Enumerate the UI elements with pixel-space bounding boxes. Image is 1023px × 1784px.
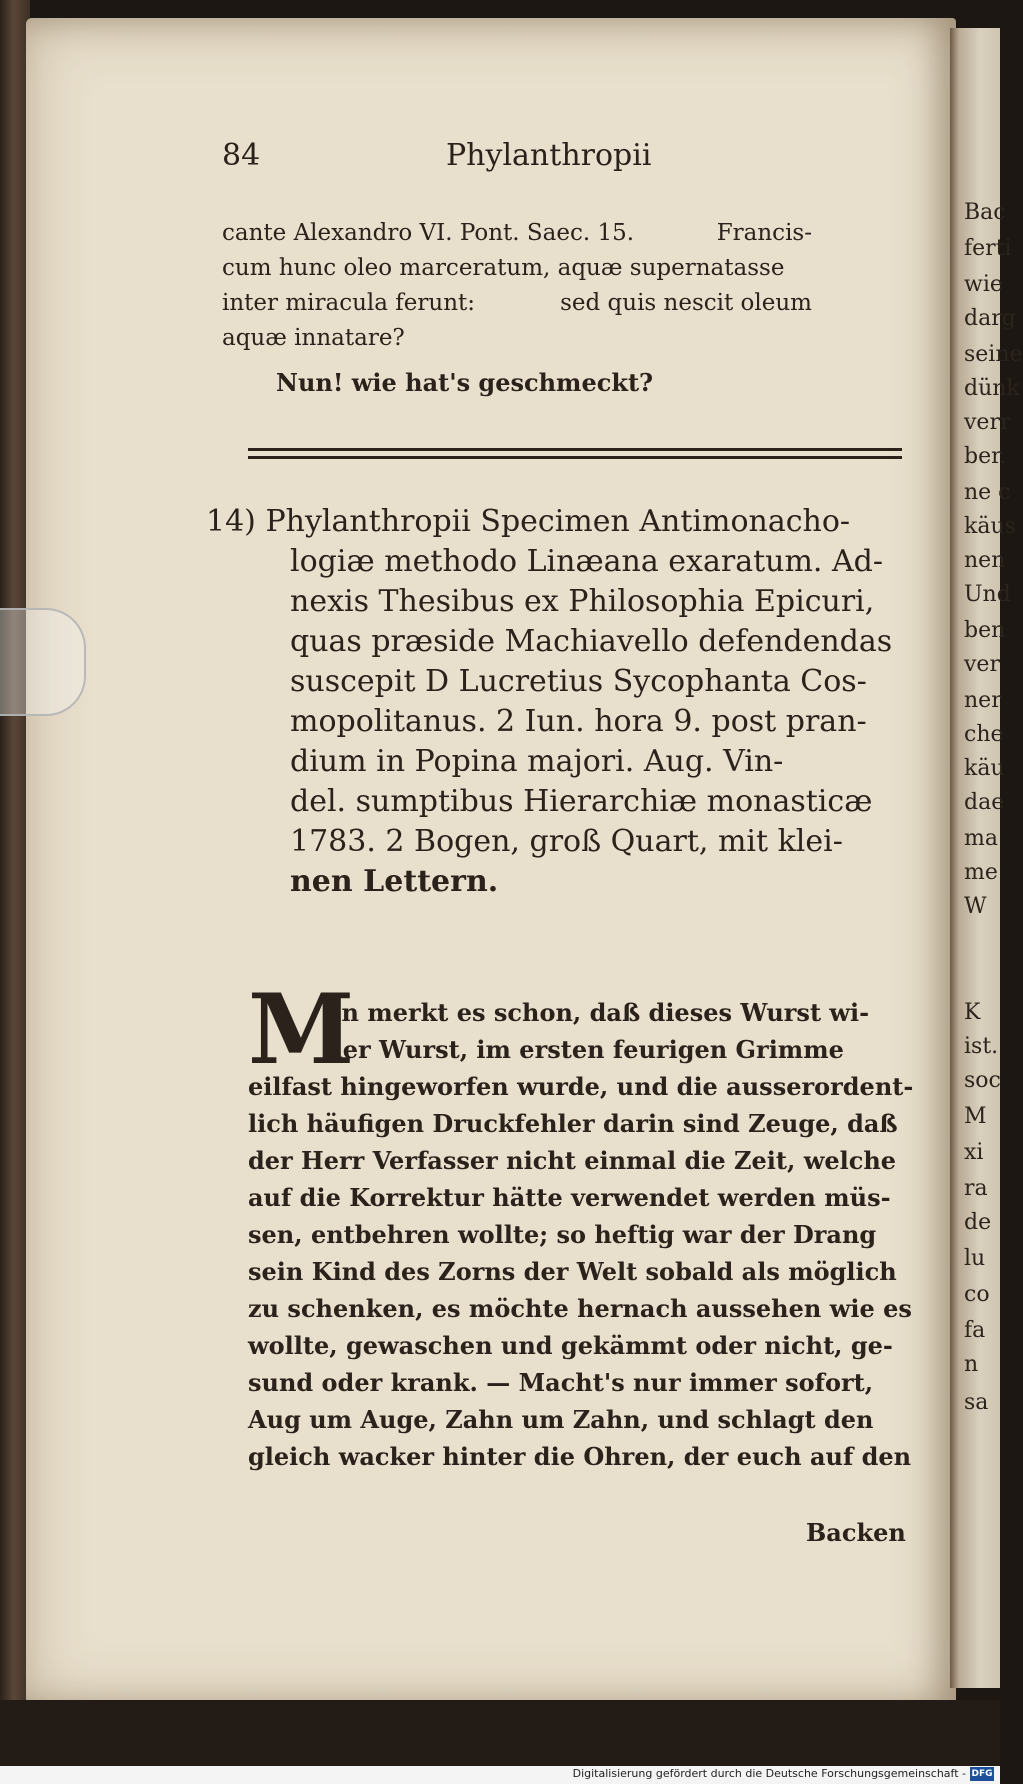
text-segment: aquæ innatare? xyxy=(222,325,405,351)
body-line: wollte, gewaschen und gekämmt oder nicht, ge- xyxy=(248,1331,893,1360)
body-line: der Herr Verfasser nicht einmal die Zeit, welche xyxy=(248,1146,897,1175)
body-line: zu schenken, es möchte hernach aussehen wie es xyxy=(248,1294,912,1323)
facing-page-fragment: nen xyxy=(964,548,1006,573)
body-line: der Wurst, im ersten feurigen Grimme xyxy=(326,1035,844,1064)
body-line: sund oder krank. — Macht's nur immer sofort, xyxy=(248,1368,874,1397)
facing-page-fragment: xi xyxy=(964,1140,984,1165)
facing-page-fragment: ist. xyxy=(964,1034,999,1059)
facing-page-fragment: ner xyxy=(964,688,1002,713)
book-page xyxy=(26,18,956,1708)
facing-page-fragment: soc xyxy=(964,1068,1001,1093)
facing-page-fragment: Bac xyxy=(964,200,1006,225)
facing-page-fragment: seine xyxy=(964,342,1023,367)
facing-page-fragment: darg xyxy=(964,306,1016,331)
body-line: sein Kind des Zorns der Welt sobald als möglich xyxy=(248,1257,897,1286)
facing-page-fragment: wie xyxy=(964,272,1003,297)
text-segment: Francis- xyxy=(716,220,812,246)
facing-page-fragment: lu xyxy=(964,1246,986,1271)
facing-page-fragment: che xyxy=(964,722,1004,747)
facing-page-fragment: fa xyxy=(964,1318,986,1343)
facing-page-fragment: ne c xyxy=(964,480,1011,505)
entry-line xyxy=(206,502,904,542)
text-line xyxy=(222,286,812,321)
facing-page-fragment: ma xyxy=(964,826,998,851)
facing-page-edge xyxy=(950,28,1023,1688)
divider-rule xyxy=(248,448,902,451)
entry-line: nexis Thesibus ex Philosophia Epicuri, xyxy=(290,584,875,619)
facing-page-fragment: dae xyxy=(964,790,1005,815)
facing-page-fragment: ben xyxy=(964,618,1006,643)
body-line: eilfast hingeworfen wurde, und die ausserordent- xyxy=(248,1072,914,1101)
entry-line: logiæ methodo Linæana exaratum. Ad- xyxy=(290,544,883,579)
page-clip xyxy=(0,608,86,716)
facing-page-fragment: käu xyxy=(964,756,1005,781)
facing-page-fragment: verr xyxy=(964,410,1011,435)
text-segment: inter miracula ferunt: xyxy=(222,290,476,316)
drop-capital: M xyxy=(248,973,355,1086)
facing-page-fragment: ra xyxy=(964,1176,988,1201)
entry-line: quas præside Machiavello defendendas xyxy=(290,624,893,659)
entry-line: del. sumptibus Hierarchiæ monasticæ xyxy=(290,784,873,819)
facing-page-fragment: dünk xyxy=(964,376,1020,401)
entry-number: 14) xyxy=(206,504,256,539)
text-line xyxy=(222,216,812,251)
scan-background xyxy=(0,1700,1000,1766)
catchword: Backen xyxy=(806,1518,906,1547)
facing-page-fragment: sa xyxy=(964,1390,989,1415)
entry-line: suscepit D Lucretius Sycophanta Cos- xyxy=(290,664,867,699)
entry-line: 1783. 2 Bogen, groß Quart, mit klei- xyxy=(290,824,843,859)
facing-page-fragment: co xyxy=(964,1282,990,1307)
body-line: auf die Korrektur hätte verwendet werden müs- xyxy=(248,1183,891,1212)
dfg-logo: DFG xyxy=(971,1769,993,1779)
text-segment: cum hunc oleo marceratum, aquæ supernatasse xyxy=(222,255,785,281)
text-line xyxy=(222,321,812,356)
latin-paragraph xyxy=(222,216,812,356)
divider-rule xyxy=(248,456,902,459)
facing-page-fragment: n xyxy=(964,1352,979,1377)
text-line xyxy=(222,251,812,286)
exclamation-line: Nun! wie hat's geschmeckt? xyxy=(276,368,654,397)
body-line: Aug um Auge, Zahn um Zahn, und schlagt den xyxy=(248,1405,874,1434)
running-head: Phylanthropii xyxy=(446,138,652,173)
body-paragraph xyxy=(248,994,914,1475)
facing-page-fragment: ber. xyxy=(964,444,1007,469)
body-line: an merkt es schon, daß dieses Wurst wi- xyxy=(326,998,870,1027)
facing-page-fragment: ferti xyxy=(964,236,1012,261)
text-segment: sed quis nescit oleum xyxy=(560,290,812,316)
facing-page-fragment: ver xyxy=(964,652,1000,677)
entry-line: dium in Popina majori. Aug. Vin- xyxy=(290,744,784,779)
section-divider xyxy=(248,448,902,464)
entry-text: Phylanthropii Specimen Antimonacho- xyxy=(265,504,851,539)
body-line: lich häufigen Druckfehler darin sind Zeuge, daß xyxy=(248,1109,898,1138)
facing-page-fragment: käus xyxy=(964,514,1016,539)
body-line: gleich wacker hinter die Ohren, der euch auf den xyxy=(248,1442,912,1471)
body-line: sen, entbehren wollte; so heftig war der Drang xyxy=(248,1220,877,1249)
facing-page-fragment: M xyxy=(964,1104,987,1129)
page-number: 84 xyxy=(222,138,261,173)
page-header xyxy=(26,138,956,188)
bibliographic-entry xyxy=(206,502,904,902)
facing-page-fragment: de xyxy=(964,1210,992,1235)
facing-page-fragment: W xyxy=(964,894,987,919)
facing-page-fragment: K xyxy=(964,1000,981,1025)
digitization-credit: Digitalisierung gefördert durch die Deutsche Forschungsgemeinschaft - xyxy=(572,1767,966,1780)
facing-page-fragment: me xyxy=(964,860,998,885)
text-segment: cante Alexandro VI. Pont. Saec. 15. xyxy=(222,220,635,246)
entry-line: nen Lettern. xyxy=(290,864,499,899)
entry-line: mopolitanus. 2 Iun. hora 9. post pran- xyxy=(290,704,867,739)
facing-page-fragment: Und xyxy=(964,582,1011,607)
